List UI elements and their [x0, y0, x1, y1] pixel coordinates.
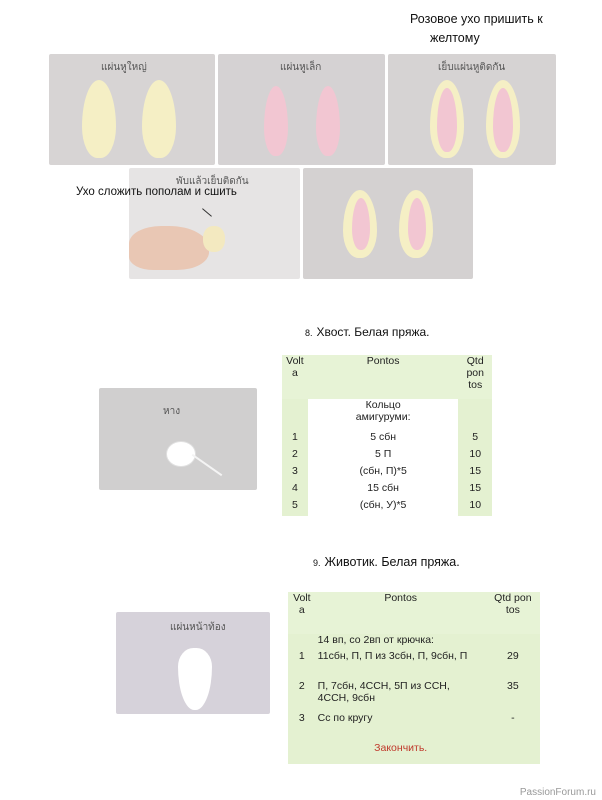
table-row [282, 499, 492, 516]
section-number: 9. [313, 558, 321, 568]
yellow-ear-shape [142, 80, 176, 158]
fold-ear-caption: Ухо сложить пополам и сшить [76, 186, 237, 198]
round-number: 3 [282, 465, 308, 482]
round-number: 3 [288, 712, 316, 732]
pink-ear-shape [264, 86, 288, 156]
yarn-tail-shape [192, 454, 223, 476]
stitch-count: - [486, 712, 540, 732]
photo-label: แผ่นหน้าท้อง [170, 622, 226, 633]
stitch-count: 5 [458, 431, 492, 448]
photo-label: แผ่นหูใหญ่ [101, 62, 147, 73]
stitch-count [486, 634, 540, 650]
photo-sewn-ears [388, 54, 556, 165]
round-number: 1 [282, 431, 308, 448]
belly-piece-shape [178, 648, 212, 710]
table-row [282, 399, 492, 431]
round-number [282, 399, 308, 431]
belly-pattern-table [288, 592, 540, 764]
photo-big-ears [49, 54, 215, 165]
tail-pompom-shape [167, 442, 195, 466]
table-row [288, 680, 540, 712]
needle-icon [202, 208, 212, 216]
watermark: PassionForum.ru [519, 787, 596, 798]
stitch-text: (сбн, П)*5 [308, 465, 459, 482]
folded-ear-shape [203, 226, 225, 252]
photo-small-ears [218, 54, 385, 165]
stitch-count [458, 399, 492, 431]
table-row [288, 732, 540, 764]
header-count: Qtd pon tos [486, 592, 540, 634]
ear-sew-caption-line1: Розовое ухо пришить к [410, 12, 543, 26]
hand-shape [129, 226, 209, 270]
header-stitches: Pontos [308, 355, 459, 399]
stitch-text: (сбн, У)*5 [308, 499, 459, 516]
stitch-count [486, 732, 540, 764]
tail-section-title [305, 325, 430, 339]
round-number: 2 [282, 448, 308, 465]
photo-label: หาง [163, 406, 181, 417]
header-count: Qtd pon tos [458, 355, 492, 399]
table-row [282, 448, 492, 465]
section-title-text: Хвост. Белая пряжа. [316, 325, 430, 339]
header-stitches: Pontos [316, 592, 486, 634]
stitch-text: Кольцо амигуруми: [308, 399, 459, 431]
ear-sew-caption-line2: желтому [430, 31, 480, 45]
stitch-count: 15 [458, 482, 492, 499]
table-row [282, 482, 492, 499]
yellow-ear-shape [82, 80, 116, 158]
photo-label: เย็บแผ่นหูติดกัน [438, 62, 506, 73]
photo-finished-ears [303, 168, 473, 279]
stitch-count: 10 [458, 448, 492, 465]
photo-tail [99, 388, 257, 490]
stitch-count: 15 [458, 465, 492, 482]
stitch-text: 14 вп, со 2вп от крючка: [316, 634, 486, 650]
table-row [288, 634, 540, 650]
round-number: 4 [282, 482, 308, 499]
round-number: 1 [288, 650, 316, 680]
stitch-count: 35 [486, 680, 540, 712]
round-number [288, 732, 316, 764]
header-rounds: Volt a [288, 592, 316, 634]
round-number: 2 [288, 680, 316, 712]
stitch-text: Сс по кругу [316, 712, 486, 732]
stitch-text: 15 сбн [308, 482, 459, 499]
stitch-text: П, 7сбн, 4ССН, 5П из ССН, 4ССН, 9сбн [316, 680, 486, 712]
section-title-text: Животик. Белая пряжа. [324, 555, 460, 569]
header-rounds: Volt a [282, 355, 308, 399]
round-number [288, 634, 316, 650]
stitch-text: 11сбн, П, П из 3сбн, П, 9сбн, П [316, 650, 486, 680]
round-number: 5 [282, 499, 308, 516]
photo-belly [116, 612, 270, 714]
stitch-count: 29 [486, 650, 540, 680]
stitch-text: 5 П [308, 448, 459, 465]
belly-section-title [313, 555, 460, 569]
section-number: 8. [305, 328, 313, 338]
table-row [282, 431, 492, 448]
stitch-text: 5 сбн [308, 431, 459, 448]
finish-text: Закончить. [316, 732, 486, 764]
stitch-count: 10 [458, 499, 492, 516]
table-row [288, 712, 540, 732]
photo-label: พับแล้วเย็บติดกัน [176, 176, 249, 187]
tail-pattern-table [282, 355, 492, 516]
table-row [282, 465, 492, 482]
table-row [288, 650, 540, 680]
photo-label: แผ่นหูเล็ก [280, 62, 322, 73]
pink-ear-shape [316, 86, 340, 156]
photo-fold-ear [129, 168, 300, 279]
